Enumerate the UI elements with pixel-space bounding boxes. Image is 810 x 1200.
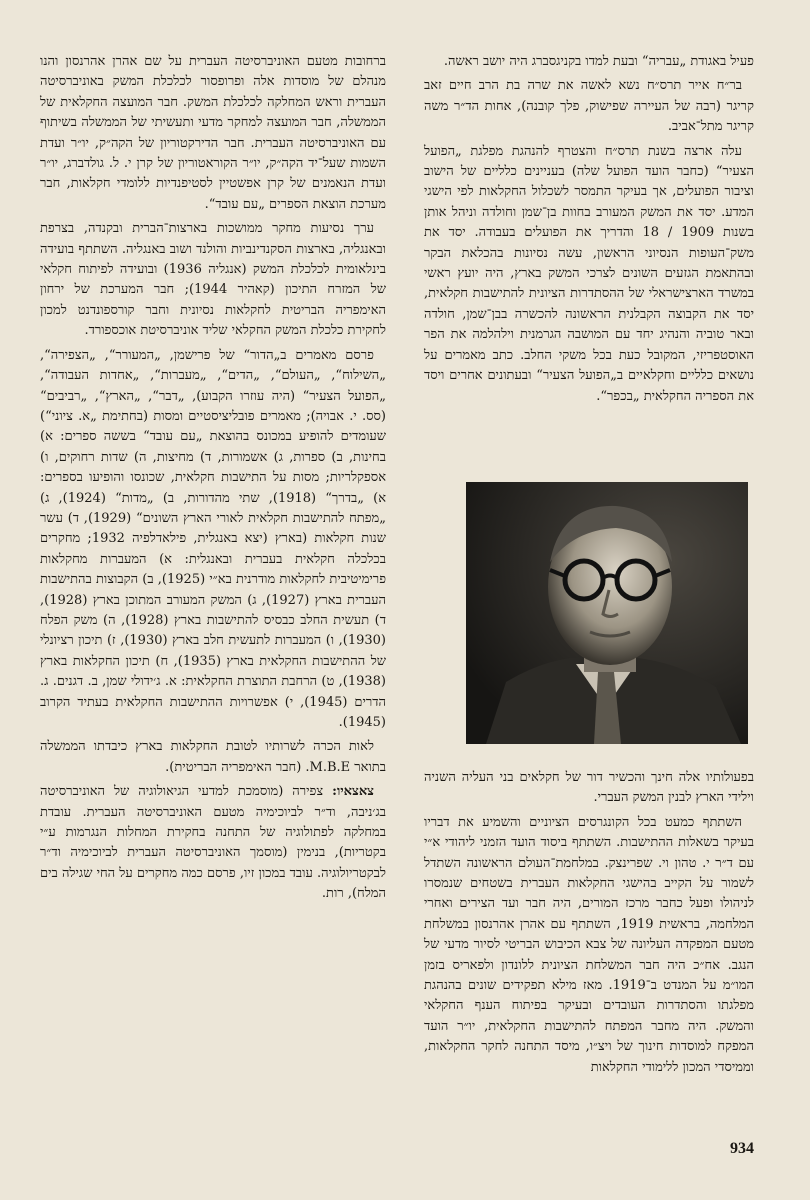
paragraph-aliyah: עלה ארצה בשנת תרס״ח והצטרף להנהגת מפלגת „הפועל הצעיר“ (כחבר הועד הפועל שלה) בעניינים כלליים של הישוב וציבור הפועלים, אך בעיקר התמסר לשכלול החקלאות לפי הישגי המדע. יסד את המשק המעורב בחוות בן־שמן וחולדה וניהל אותן בשנות 1909 / 18 והדריך את הפועלים בעבודה. יסד את משק־העופות הנסיוני הראשון, עשה נסיונות בהכלאת הבקר ובהתאמת הגזעים השונים לצרכי המשק בארץ, היה יועץ ראשי במשרד הארצישראלי של ההסתדרות הציונית להתישבות חקלאית, יסד את הקבוצה הקבלנית הראשונה להכשרה בבן־שמן, חולדה ובאר טוביה והנהיג יחד עם המושבה הגרמנית וילהלמה את הפר האוסטפריזי, המקובל כעת בכל משקי החלב. כתב מאמרים על נושאים כלליים וחקלאיים ב„הפועל הצעיר“ ובעתונים אחרים ויסד את הספריה החקלאית „בכפר“. (424, 143, 754, 404)
paragraph-travels: ערך נסיעות מחקר ממושכות בארצות־הברית ובקנדה, בצרפת ובאנגליה, בארצות הסקנדינביות והולנד ושוב באנגליה. השתתף בועידה בינלאומית לכלכלת המשק (אנגליה 1936) ובועידה לפיתוח חקלאי של המזרח התיכון (קאהיר 1944); חבר המערכת של ירחון האימפריה הבריטית לחקלאות נסיונית וחבר קורספונדנט למכון לחקירת כלכלת המשק החקלאי שליד אוניברסיטת אוכספורד. (40, 221, 387, 339)
paragraph-marriage: בר״ח אייר תרס״ח נשא לאשה את שרה בת הרב חיים זאב קריגר (רבה של העיירה שפישוק, פלך קובנה), אחות הד״ר משה קריגר מתל־אביב. (424, 78, 754, 135)
paragraph-education: בפעולותיו אלה חינך והכשיר דור של חקלאים בני העליה השניה וילידי הארץ לבנין המשק העברי. (424, 770, 754, 806)
right-column (424, 52, 754, 411)
portrait-photo (466, 482, 748, 744)
paragraph-intro: פעיל באגודת „עבריה“ ובעת למדו בקניגסברג היה יושב ראשה. (443, 54, 754, 69)
children-text: צפירה (מוסמכת למדעי הגיאולוגיה של האוניברסיטה בג׳ניבה, וד״ר לביוכימיה מטעם האוניברסיטה העברית. עובדת במחלקה לפתולוגיה של התחנה בחקירת המחלות הנגרמות ע״י בקטריות), בנימין (מוסמך האוניברסיטה העברית לביוכימיה וד״ר לבקטריולוגיה. עובד במכון זיו, פרסם כמה מחקרים על החי שגילה בים המלח), רות. (40, 784, 386, 902)
left-column (40, 52, 386, 909)
children-heading: צאצאיו: (332, 784, 374, 800)
paragraph-positions: ברחובות מטעם האוניברסיטה העברית על שם אהרן אהרנסון והנו מנהלם של מוסדות אלה ופרופסור לכלכלת המשק באוניברסיטה העברית וראש המחלקה לכלכלת המשק. חבר המועצה החקלאית של הממשלה, חבר המועצה למחקר מדעי ותעשיתי של הממשלה בשיתוף עם האוניברסיטה העברית. חבר הדירקטוריון של הקה״ק, יו״ר ועדת השמות שעל־יד הקה״ק, יו״ר הקוראטוריון של קרן י. ל. גולדברג, יו״ר ועדת הנאמנים של קרן אפשטיין לסטיפנדיות ללומדי חקלאות, חבר מערכת הוצאת הספרים „עם עובד“. (40, 54, 386, 212)
paragraph-children (40, 782, 386, 904)
paragraph-honor: לאות הכרה לשרותיו לטובת החקלאות בארץ כיבדתו הממשלה בתואר M.B.E. (חבר האימפריה הבריטית). (40, 739, 386, 775)
paragraph-publications: פרסם מאמרים ב„הדור“ של פרישמן, „המעורר“, „הצפירה“, „השילוח“, „העולם“, „הדים“, „מעברות“, „אחדות העבודה“, „הפועל הצעיר“ (היה עוזרו הקבוע), „דבר“, „הארץ“, „רביבים“ (סס. י. אבויה); מאמרים פובליציסטיים ומסות (בחתימת „א. ציוני“) שעומדים להופיע במכונס בהוצאת „עם עובד“ בששה ספרים: א) בחינות, ב) ספרות, ג) אשמורות, ד) מחיצות, ה) שדות רחוקים, ו) אספקלריות; מסות על התישבות חקלאית, שכונסו והופיעו בספרים: א) „בדרך“ (1918), שתי מהדורות, ב) „מדות“ (1924), ג) „מפתח להתישבות חקלאית לאורי הארץ השונים“ (1929), ד) עשר שנות חקלאות (בארץ (יצא באנגלית, פילאדלפיה 1932; מחקרים בכלכלה חקלאית בעברית ובאנגלית: א) המעברות מחקלאות פרימיטיבית לחקלאות מודרנית בא״י (1925), ב) הקבוצות בהתישבות העברית בארץ (1927), ג) המשק המעורב המתוכן בארץ (1928), ד) תעשית החלב כבסיס להתישבות בארץ (1928), ה) משק הפלח (1930), ו) המעברות לתעשית חלב בארץ (1930), ז) תיכון רציונלי של ההתישבות החקלאית בארץ (1935), ח) תיכון החקלאות בארץ (1938), ט) הרחבת התוצרת החקלאית: א. ג׳ידולי שמן, ב. דגנים. ג. הדרים (1945), י) אפשרויות ההתישבות החקלאית בעתיד הקרוב (1945). (40, 347, 387, 730)
page-number: 934 (730, 1140, 754, 1157)
paragraph-congresses: השתתף כמעט בכל הקונגרסים הציוניים והשמיע את דבריו בעיקר בשאלות ההתישבות. השתתף ביסוד הועד הזמני ליהודי א״י עם ד״ר י. טהון וי. שפרינצק. במלחמת־העולם הראשונה השתדל לשמור על הקייב בהישגי החקלאות העברית בשטחים שנמסרו לניהולו ופעל כחבר מרכז המורים, היה חבר ועד הצירים ואחרי המלחמה, בראשית 1919, השתתף עם אהרן אהרנסון במשלחת מטעם המפקדה העליונה של צבא הכיבוש הבריטי לסיור מדעי של הנגב. אח״כ היה חבר המשלחת הציונית ללונדון ולפאריס בזמן המו״מ על המנדט ב־1919. מאז מילא תפקידים שונים בהנהגת מפלגתו והסתדרות העובדים ובעיקר בפיתוח הענף החקלאי והמשק. היה מחבר המפתח להתישבות החקלאית, יו״ר הועד המפקח למוסדות חינוך של ויצ״ו, מיסד התחנה לחקר החקלאות, וממיסדי המכון ללימודי החקלאות (424, 814, 755, 1075)
right-column-bottom (424, 768, 754, 1082)
